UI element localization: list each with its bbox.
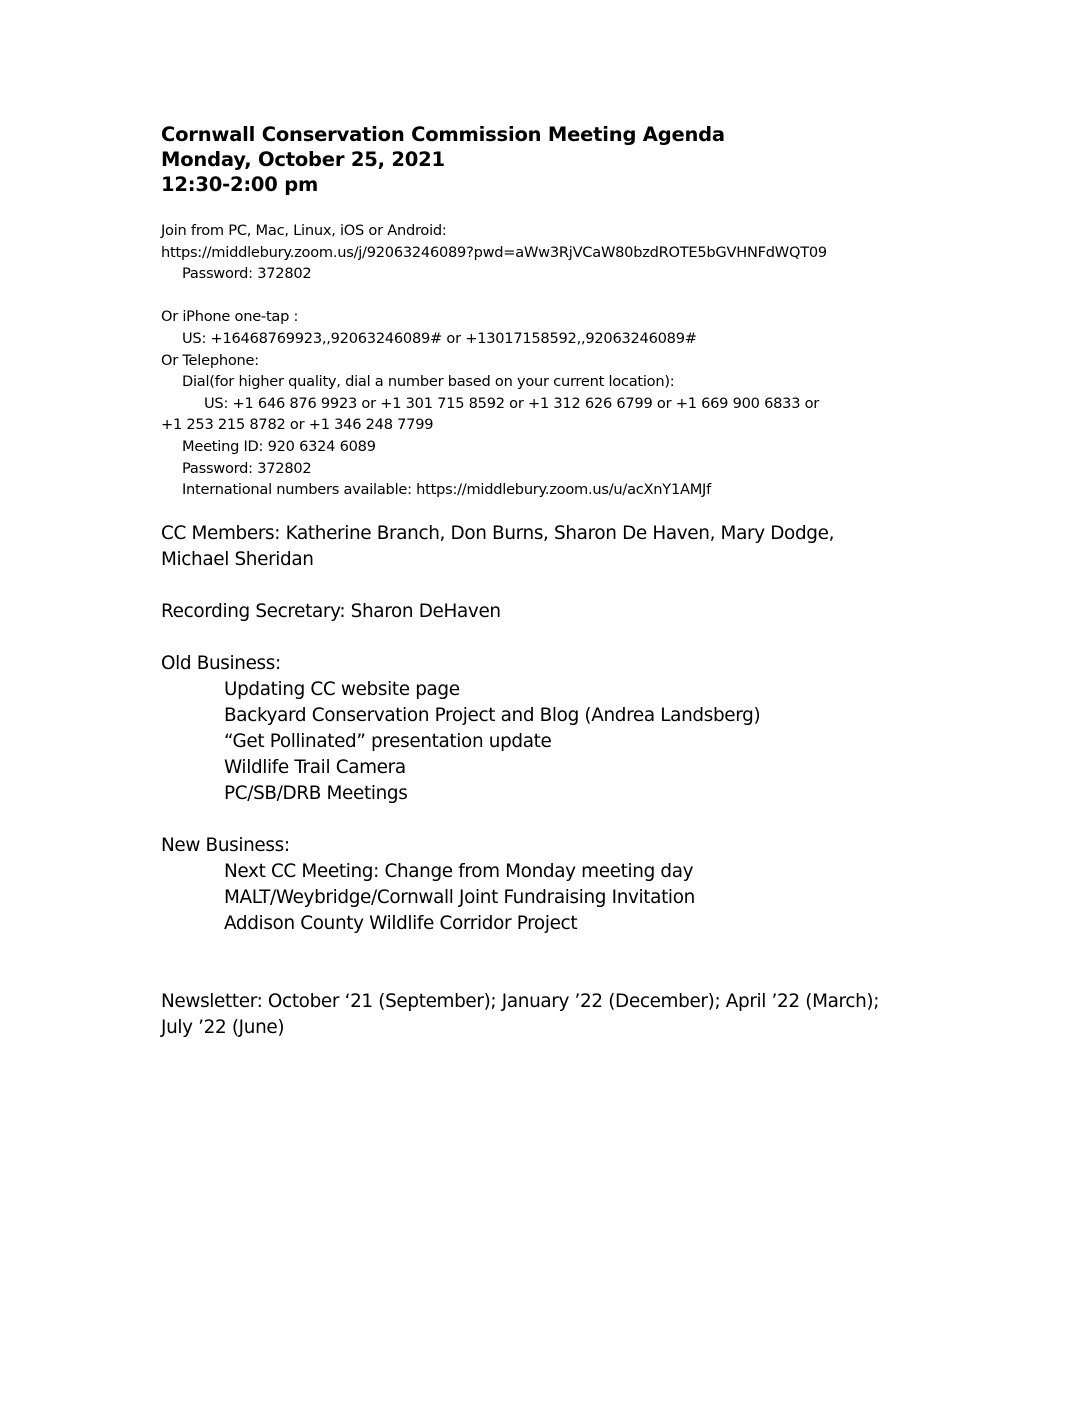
new-business-item: Next CC Meeting: Change from Monday meeting day — [224, 861, 694, 882]
join-link[interactable]: https://middlebury.zoom.us/j/92063246089?pwd=aWw3RjVCaW80bzdROTE5bGVHNFdWQT09 — [161, 243, 827, 261]
agenda-title: Cornwall Conservation Commission Meeting Agenda — [161, 123, 725, 146]
newsletter-line-2: July ’22 (June) — [161, 1017, 285, 1038]
members-line-1: CC Members: Katherine Branch, Don Burns, Sharon De Haven, Mary Dodge, — [161, 523, 835, 544]
telephone-label: Or Telephone: — [161, 351, 259, 369]
zoom-info — [161, 220, 827, 501]
new-business-item: Addison County Wildlife Corridor Project — [224, 913, 578, 934]
newsletter-line-1: Newsletter: October ‘21 (September); January ’22 (December); April ’22 (March); — [161, 991, 880, 1012]
iphone-numbers: US: +16468769923,,92063246089# or +13017158592,,92063246089# — [182, 329, 697, 347]
new-business-heading: New Business: — [161, 835, 290, 856]
meeting-time: 12:30-2:00 pm — [161, 173, 319, 196]
dial-note: Dial(for higher quality, dial a number based on your current location): — [182, 373, 675, 391]
old-business-heading: Old Business: — [161, 653, 281, 674]
dial-numbers-2: +1 253 215 8782 or +1 346 248 7799 — [161, 416, 434, 434]
join-label: Join from PC, Mac, Linux, iOS or Android: — [161, 222, 447, 239]
old-business-item: Backyard Conservation Project and Blog (Andrea Landsberg) — [224, 705, 761, 726]
meeting-date: Monday, October 25, 2021 — [161, 148, 445, 171]
old-business-item: “Get Pollinated” presentation update — [224, 731, 552, 752]
old-business-item: Updating CC website page — [224, 679, 460, 700]
members-line-2: Michael Sheridan — [161, 549, 314, 570]
agenda-header — [161, 122, 725, 197]
new-business-item: MALT/Weybridge/Cornwall Joint Fundraising Invitation — [224, 887, 695, 908]
dial-numbers-1: US: +1 646 876 9923 or +1 301 715 8592 or +1 312 626 6799 or +1 669 900 6833 or — [204, 394, 820, 412]
zoom-password: Password: 372802 — [182, 265, 312, 283]
meeting-id: Meeting ID: 920 6324 6089 — [182, 437, 376, 455]
international-numbers[interactable]: International numbers available: https://middlebury.zoom.us/u/acXnY1AMJf — [182, 481, 711, 499]
old-business-item: PC/SB/DRB Meetings — [224, 783, 408, 804]
iphone-label: Or iPhone one-tap : — [161, 308, 299, 326]
recording-secretary: Recording Secretary: Sharon DeHaven — [161, 601, 501, 622]
old-business-item: Wildlife Trail Camera — [224, 757, 406, 778]
agenda-body — [161, 521, 879, 1041]
phone-password: Password: 372802 — [182, 459, 312, 477]
